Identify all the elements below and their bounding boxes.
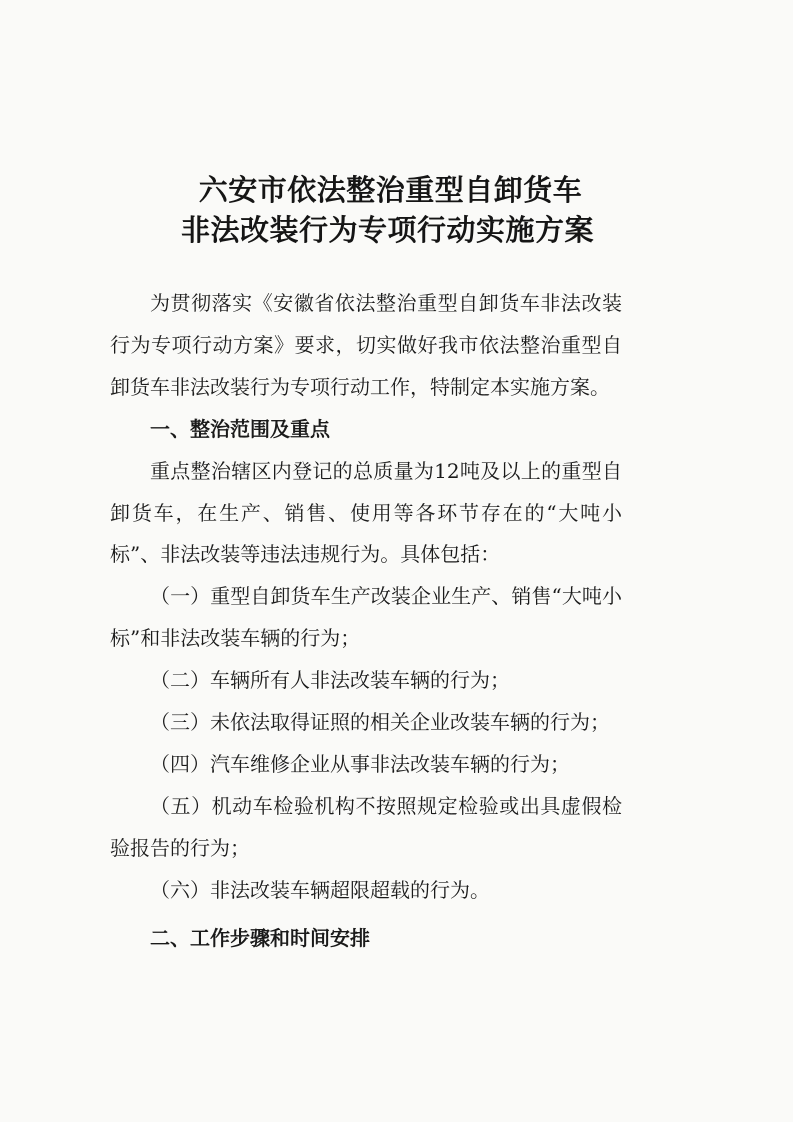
document-body <box>110 283 622 960</box>
document-title-line2: 非法改装行为专项行动实施方案 <box>180 213 594 247</box>
section1-intro: 重点整治辖区内登记的总质量为12吨及以上的重型自卸货车，在生产、销售、使用等各环节存在的“大吨小标”、非法改装等违法违规行为。具体包括： <box>110 458 622 567</box>
section-heading-1: 一、整治范围及重点 <box>150 416 330 441</box>
list-item: （二）车辆所有人非法改装车辆的行为； <box>150 668 510 693</box>
list-item: （五）机动车检验机构不按照规定检验或出具虚假检验报告的行为； <box>110 793 622 860</box>
list-item: （一）重型自卸货车生产改装企业生产、销售“大吨小标”和非法改装车辆的行为； <box>110 584 622 651</box>
list-item: （六）非法改装车辆超限超载的行为。 <box>150 877 490 902</box>
document-title-line1: 六安市依法整治重型自卸货车 <box>198 173 583 207</box>
section-heading-2: 二、工作步骤和时间安排 <box>150 925 370 950</box>
list-item: （三）未依法取得证照的相关企业改装车辆的行为； <box>150 710 610 735</box>
intro-paragraph: 为贯彻落实《安徽省依法整治重型自卸货车非法改装行为专项行动方案》要求，切实做好我市依法整治重型自卸货车非法改装行为专项行动工作，特制定本实施方案。 <box>110 291 622 399</box>
list-item: （四）汽车维修企业从事非法改装车辆的行为； <box>150 751 570 776</box>
